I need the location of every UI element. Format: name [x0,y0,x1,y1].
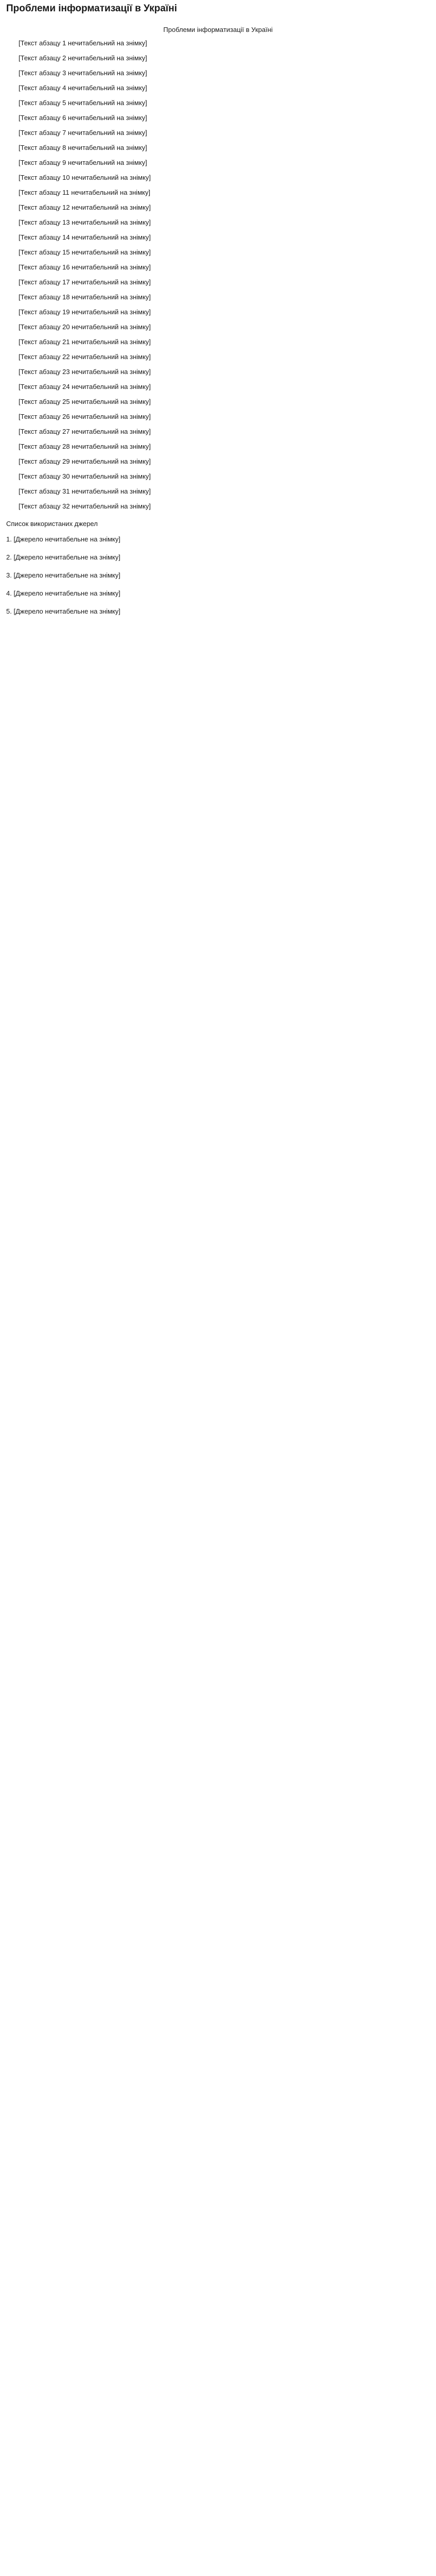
body-paragraph: [Текст абзацу 4 нечитабельний на знімку] [19,84,147,92]
body-paragraph: [Текст абзацу 11 нечитабельний на знімку] [19,189,150,196]
body-paragraph: [Текст абзацу 26 нечитабельний на знімку] [19,413,151,420]
article-body [6,39,430,511]
body-paragraph: [Текст абзацу 2 нечитабельний на знімку] [19,54,147,62]
reference-item: 3. [Джерело нечитабельне на знімку] [6,571,120,579]
page-title: Проблеми інформатизації в Україні [6,3,177,14]
body-paragraph: [Текст абзацу 6 нечитабельний на знімку] [19,114,147,122]
body-paragraph: [Текст абзацу 31 нечитабельний на знімку] [19,487,151,495]
references-list [6,535,430,616]
body-paragraph: [Текст абзацу 28 нечитабельний на знімку] [19,443,151,450]
reference-item: 2. [Джерело нечитабельне на знімку] [6,553,120,561]
body-paragraph: [Текст абзацу 29 нечитабельний на знімку] [19,457,151,465]
body-paragraph: [Текст абзацу 30 нечитабельний на знімку] [19,472,151,480]
body-paragraph: [Текст абзацу 17 нечитабельний на знімку] [19,278,151,286]
body-paragraph: [Текст абзацу 19 нечитабельний на знімку] [19,308,151,316]
body-paragraph: [Текст абзацу 24 нечитабельний на знімку] [19,383,151,391]
body-paragraph: [Текст абзацу 20 нечитабельний на знімку] [19,323,151,331]
references-heading: Список використаних джерел [6,520,98,528]
body-paragraph: [Текст абзацу 22 нечитабельний на знімку] [19,353,151,361]
body-paragraph: [Текст абзацу 25 нечитабельний на знімку] [19,398,151,405]
body-paragraph: [Текст абзацу 9 нечитабельний на знімку] [19,159,147,166]
article-subtitle: Проблеми інформатизації в Україні [163,26,273,33]
body-paragraph: [Текст абзацу 27 нечитабельний на знімку] [19,428,151,435]
body-paragraph: [Текст абзацу 1 нечитабельний на знімку] [19,39,147,47]
body-paragraph: [Текст абзацу 32 нечитабельний на знімку] [19,502,151,510]
body-paragraph: [Текст абзацу 5 нечитабельний на знімку] [19,99,147,107]
body-paragraph: [Текст абзацу 16 нечитабельний на знімку] [19,263,151,271]
reference-item: 5. [Джерело нечитабельне на знімку] [6,607,120,615]
body-paragraph: [Текст абзацу 21 нечитабельний на знімку] [19,338,151,346]
body-paragraph: [Текст абзацу 10 нечитабельний на знімку] [19,174,151,181]
body-paragraph: [Текст абзацу 15 нечитабельний на знімку] [19,248,151,256]
body-paragraph: [Текст абзацу 14 нечитабельний на знімку] [19,233,151,241]
body-paragraph: [Текст абзацу 13 нечитабельний на знімку] [19,218,151,226]
body-paragraph: [Текст абзацу 23 нечитабельний на знімку] [19,368,151,376]
reference-item: 1. [Джерело нечитабельне на знімку] [6,535,120,543]
body-paragraph: [Текст абзацу 18 нечитабельний на знімку] [19,293,151,301]
body-paragraph: [Текст абзацу 8 нечитабельний на знімку] [19,144,147,151]
body-paragraph: [Текст абзацу 3 нечитабельний на знімку] [19,69,147,77]
body-paragraph: [Текст абзацу 12 нечитабельний на знімку] [19,204,151,211]
body-paragraph: [Текст абзацу 7 нечитабельний на знімку] [19,129,147,137]
reference-item: 4. [Джерело нечитабельне на знімку] [6,589,120,597]
